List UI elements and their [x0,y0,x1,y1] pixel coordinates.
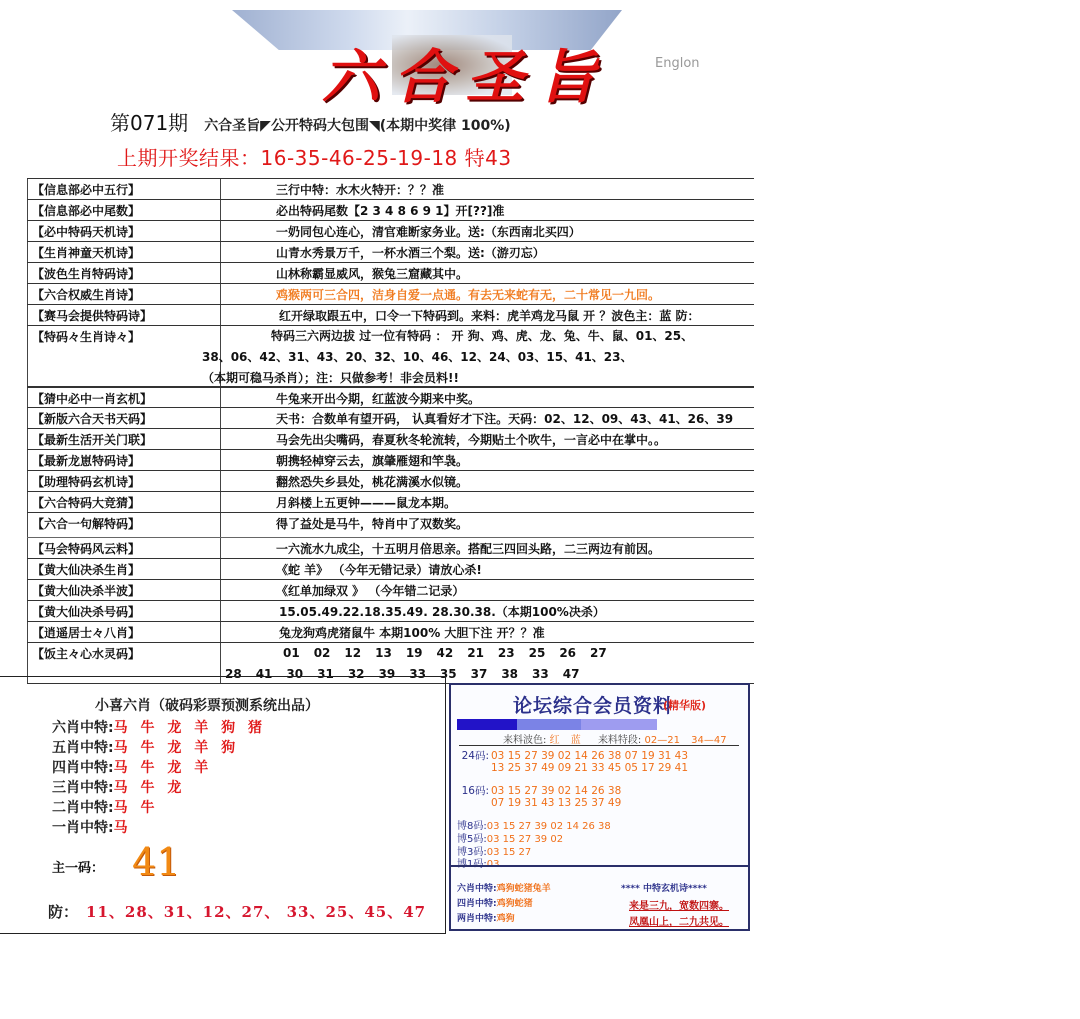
two-label: 两肖中特: [457,914,497,924]
number: 41 [255,667,273,681]
table-row [27,512,754,537]
table-row [27,262,754,283]
guard-label: 防： [48,903,79,921]
row-label: 【六合特码大竞猜】 [27,492,221,512]
row-label: 【赛马会提供特码诗】 [27,305,221,325]
row-value: 得了益处是马牛，特肖中了双数奖。 [276,517,469,531]
table-row [27,449,754,470]
divider [459,745,739,746]
number: 19 [405,646,423,660]
row-label: 【最新龙崽特码诗】 [27,450,221,470]
row-value-line: 38、06、42、31、43、20、32、10、46、12、24、03、15、41、23、 [202,350,633,364]
six-label: 六肖中特: [457,884,497,894]
code-24-line2: 13 25 37 49 09 21 33 45 05 17 29 41 [491,762,689,774]
divider [451,865,748,867]
row-label: 【黄大仙决杀半波】 [27,580,221,600]
zodiac-list [52,717,266,837]
issue-line [110,107,511,136]
logo-banner [232,10,622,111]
poem-line: 来是三九，宽数四寨。 [629,901,729,912]
bo-8-label: 博8码: [457,821,487,832]
table-row [27,283,754,304]
six-zodiac-panel [0,676,446,934]
bo-1-value: 03 [486,859,500,870]
zodiac-label: 五肖中特: [52,740,114,756]
zodiac-value: 马 牛 龙 羊 狗 猪 [113,720,266,736]
zodiac-label: 三肖中特: [52,780,114,796]
issue-subtitle: 六合圣旨◤公开特码大包围◥(本期中奖律 100%) [204,118,511,134]
table-row [27,325,754,386]
zodiac-value: 马 牛 龙 羊 狗 [113,740,240,756]
row-value: 15.05.49.22.18.35.49. 28.30.38.（本期100%决杀） [279,605,605,619]
number: 28 [225,667,242,681]
numbers-line-1 [221,645,754,666]
table-row [27,621,754,642]
bo-5-value: 03 15 27 39 02 [486,834,564,845]
number: 25 [528,646,546,660]
number: 47 [562,667,580,681]
table-row [27,386,754,407]
four-label: 四肖中特: [457,899,497,909]
zodiac-value: 马 牛 龙 [113,780,186,796]
row-label: 【特码々生肖诗々】 [27,326,221,386]
wave-and-segment [503,731,735,746]
number: 12 [344,646,362,660]
bo-3 [457,843,531,856]
segment-value: 34—47 [691,735,727,746]
table-row [27,428,754,449]
site-logo-title: 六合圣旨 [322,43,611,111]
code-16-line2: 07 19 31 43 13 25 37 49 [491,797,622,809]
number: 33 [409,667,426,681]
table-row [27,600,754,621]
zodiac-row [52,797,266,817]
row-value: 牛兔来开出今期，红蓝波今期来中奖。 [276,392,481,406]
row-label: 【最新生活开关门联】 [27,429,221,449]
number: 33 [532,667,549,681]
zodiac-label: 六肖中特: [52,720,114,736]
poem-line: 凤凰山上，二九共见。 [629,917,729,928]
zodiac-label: 四肖中特: [52,760,114,776]
number: 38 [501,667,519,681]
bo-3-value: 03 15 27 [486,847,532,858]
wave-label: 来料波色: [503,735,547,746]
row-value: 天书：合数单有望开码， 认真看好才下注。天码：02、12、09、43、41、26、39 [276,412,734,426]
row-value: 必出特码尾数【2 3 4 8 6 9 1】开[??]准 [276,204,505,218]
row-value: 翻然恐失乡县处，桃花满溪水似镜。 [276,475,469,489]
row-value: 朝携轻棹穿云去，旗肇雁翅和竿袅。 [276,454,469,468]
decorative-color-bar [457,719,657,730]
table-row [27,220,754,241]
two-value: 鸡狗 [496,914,515,924]
two-zodiac-special [457,911,515,924]
code-24 [451,748,688,776]
row-value: 山青水秀景万千，一杯水酒三个梨。送:（游刃忘） [276,246,545,260]
table-row [27,470,754,491]
number: 13 [375,646,392,660]
six-value: 鸡狗蛇猪兔羊 [496,884,551,894]
bo-8-value: 03 15 27 39 02 14 26 38 [486,821,611,832]
number: 37 [470,667,488,681]
row-label: 【波色生肖特码诗】 [27,263,221,283]
number: 01 [283,646,300,660]
row-value: 《红单加绿双 》 （今年错二记录） [276,584,465,598]
six-zodiac-special [457,881,551,894]
table-row [27,241,754,262]
main-number [52,840,180,884]
row-label: 【必中特码天机诗】 [27,221,221,241]
table-row [27,407,754,428]
row-label: 【逍遥居士々八肖】 [27,622,221,642]
guard-numbers [48,901,426,922]
main-number-label: 主一码： [52,860,105,876]
row-value [202,326,754,386]
bo-3-label: 博3码: [457,847,487,858]
table-row [27,304,754,325]
number: 39 [378,667,396,681]
row-label: 【新版六合天书天码】 [27,408,221,428]
table-row [27,491,754,512]
four-value: 鸡狗蛇猪 [496,899,533,909]
number: 26 [559,646,577,660]
issue-number: 第071期 [110,111,189,135]
row-value: 一六流水九成尘，十五明月倍思亲。搭配三四回头路，二三两边有前因。 [276,542,661,556]
zodiac-row [52,777,266,797]
code-24-line1: 03 15 27 39 02 14 26 38 07 19 31 43 [491,750,689,762]
row-value: 兔龙狗鸡虎猪鼠牛 本期100% 大胆下注 开？？准 [279,626,545,640]
code-24-label: 24码: [461,750,489,762]
number: 32 [347,667,365,681]
table-row [27,199,754,220]
wave-value: 红 [549,735,560,746]
row-label: 【信息部必中五行】 [27,179,221,199]
number: 35 [439,667,457,681]
number: 21 [467,646,484,660]
row-value: 山林称霸显威风，猴兔三窟藏其中。 [276,267,469,281]
four-zodiac-special [457,896,533,909]
segment-label: 来料特段: [597,735,642,746]
bo-8 [457,817,611,830]
six-zodiac-title: 小喜六肖（破码彩票预测系统出品） [95,698,319,714]
table-row [27,537,754,558]
table-row [27,579,754,600]
guard-value: 11、28、31、12、27、 33、25、45、47 [86,903,427,921]
forum-member-card [449,683,750,931]
zodiac-label: 一肖中特: [52,820,114,836]
code-16 [451,783,621,811]
zodiac-value: 马 牛 龙 羊 [113,760,213,776]
row-label: 【信息部必中尾数】 [27,200,221,220]
number: 30 [286,667,304,681]
last-draw-result: 上期开奖结果：16-35-46-25-19-18 特43 [117,146,512,170]
row-label: 【饭主々心水灵码】 [27,643,221,683]
bo-5 [457,830,563,843]
row-label: 【生肖神童天机诗】 [27,242,221,262]
row-label: 【马会特码风云料】 [27,538,221,558]
number: 31 [317,667,334,681]
row-label: 【黄大仙决杀生肖】 [27,559,221,579]
row-value: 《蛇 羊》 （今年无错记录）请放心杀! [276,563,482,577]
code-16-label: 16码: [461,785,489,797]
wave-value: 蓝 [570,735,581,746]
english-link[interactable]: Englon [655,56,700,71]
forum-card-title: 论坛综合会员资料 [513,695,674,717]
forum-card-edition: (精华版) [663,699,707,712]
table-row [27,178,754,199]
number: 42 [436,646,454,660]
zodiac-label: 二肖中特: [52,800,114,816]
zodiac-value: 马 [113,820,132,836]
row-value: 一奶同包心连心，清官难断家务业。送:（东西南北买四） [276,225,581,239]
row-value: 三行中特：水木火特开：？？准 [276,183,445,197]
zodiac-row [52,817,266,837]
zodiac-row [52,737,266,757]
row-value: 月斜楼上五更钟———鼠龙本期。 [276,496,457,510]
info-table [27,178,754,684]
row-value-line: 特码三六两边拔 过一位有特码 ： 开 狗、鸡、虎、龙、兔、牛、鼠、01、25、 [271,329,694,343]
row-label: 【助理特码玄机诗】 [27,471,221,491]
row-value: 马会先出尖嘴码，春夏秋冬轮流转，今期贴土个吹牛，一言必中在掌中。。 [276,433,667,447]
number: 27 [590,646,607,660]
zodiac-row [52,717,266,737]
row-value: 鸡猴两可三合四，洁身自爱一点通。有去无来蛇有无，二十常见一九回。 [276,288,661,302]
row-value: 红开绿取跟五中，口令一下特码到。来料：虎羊鸡龙马鼠 开 ？波色主：蓝 防： [279,309,700,323]
bo-5-label: 博5码: [457,834,487,845]
table-row [27,558,754,579]
poem-title: **** 中特玄机诗**** [621,884,707,894]
zodiac-row [52,757,266,777]
zodiac-value: 马 牛 [113,800,159,816]
segment-value: 02—21 [644,735,680,746]
bo-1-label: 博1码: [457,859,487,870]
row-label: 【猜中必中一肖玄机】 [27,388,221,407]
main-number-value: 41 [132,840,181,884]
row-label: 【六合权威生肖诗】 [27,284,221,304]
number: 02 [313,646,331,660]
row-label: 【六合一句解特码】 [27,513,221,537]
row-label: 【黄大仙决杀号码】 [27,601,221,621]
code-16-line1: 03 15 27 39 02 14 26 38 [491,785,622,797]
row-value-line: （本期可稳马杀肖）；注：只做参考！非会员料!! [202,371,459,385]
number: 23 [497,646,515,660]
